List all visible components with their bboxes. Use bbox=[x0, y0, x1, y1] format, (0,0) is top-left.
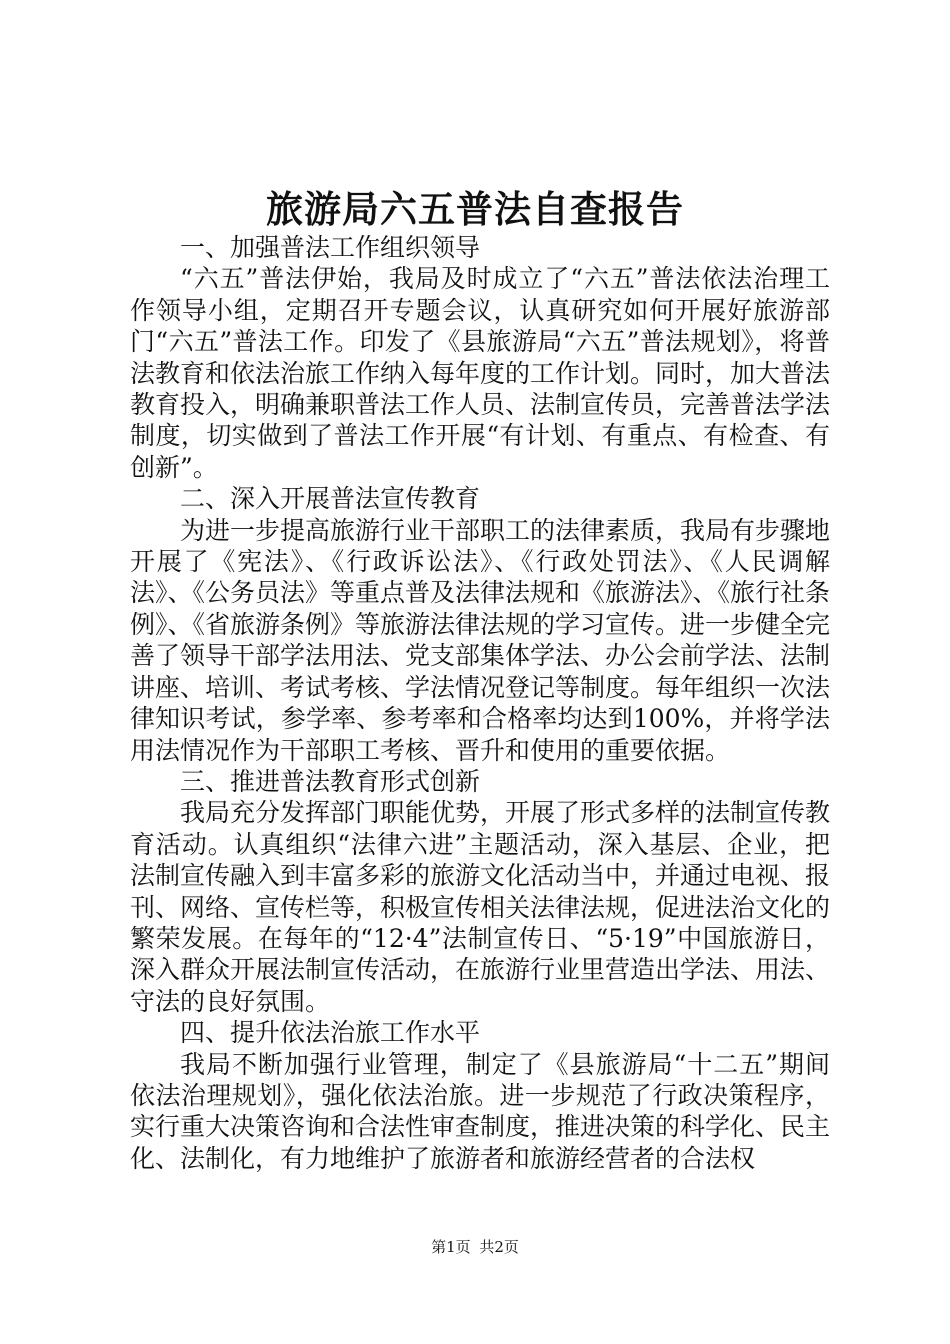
page-number-current: 第1页 bbox=[431, 1238, 471, 1256]
section-paragraph: 我局不断加强行业管理，制定了《县旅游局“十二五”期间依法治理规划》，强化依法治旅。进一步规范了行政决策程序，实行重大决策咨询和合法性审查制度，推进决策的科学化、民主化、法制化，有力地维护了旅游者和旅游经营者的合法权 bbox=[130, 1049, 831, 1173]
section-paragraph: “六五”普法伊始，我局及时成立了“六五”普法依法治理工作领导小组，定期召开专题会议，认真研究如何开展好旅游部门“六五”普法工作。印发了《县旅游局“六五”普法规划》，将普法教育和依法治旅工作纳入每年度的工作计划。同时，加大普法教育投入，明确兼职普法工作人员、法制宣传员，完善普法学法制度，切实做到了普法工作开展“有计划、有重点、有检查、有创新”。 bbox=[130, 264, 831, 482]
document-title: 旅游局六五普法自查报告 bbox=[266, 187, 684, 231]
section-heading: 三、推进普法教育形式创新 bbox=[180, 766, 481, 796]
section-heading: 二、深入开展普法宣传教育 bbox=[180, 484, 481, 514]
page-footer bbox=[0, 1237, 950, 1257]
section-paragraph: 我局充分发挥部门职能优势，开展了形式多样的法制宣传教育活动。认真组织“法律六进”主题活动，深入基层、企业，把法制宣传融入到丰富多彩的旅游文化活动当中，并通过电视、报刊、网络、宣传栏等，积极宣传相关法律法规，促进法治文化的繁荣发展。在每年的“12·4”法制宣传日、“5·19”中国旅游日，深入群众开展法制宣传活动，在旅游行业里营造出学法、用法、守法的良好氛围。 bbox=[130, 798, 831, 1016]
section-paragraph: 为进一步提高旅游行业干部职工的法律素质，我局有步骤地开展了《宪法》、《行政诉讼法》、《行政处罚法》、《人民调解法》、《公务员法》等重点普及法律法规和《旅游法》、《旅行社条例》、《省旅游条例》等旅游法律法规的学习宣传。进一步健全完善了领导干部学法用法、党支部集体学法、办公会前学法、法制讲座、培训、考试考核、学法情况登记等制度。每年组织一次法律知识考试，参学率、参考率和合格率均达到100%，并将学法用法情况作为干部职工考核、晋升和使用的重要依据。 bbox=[130, 515, 831, 765]
section-heading: 一、加强普法工作组织领导 bbox=[180, 233, 481, 262]
document-body bbox=[130, 232, 830, 1174]
section-heading: 四、提升依法治旅工作水平 bbox=[180, 1018, 481, 1048]
page-number-total: 共2页 bbox=[479, 1238, 519, 1256]
